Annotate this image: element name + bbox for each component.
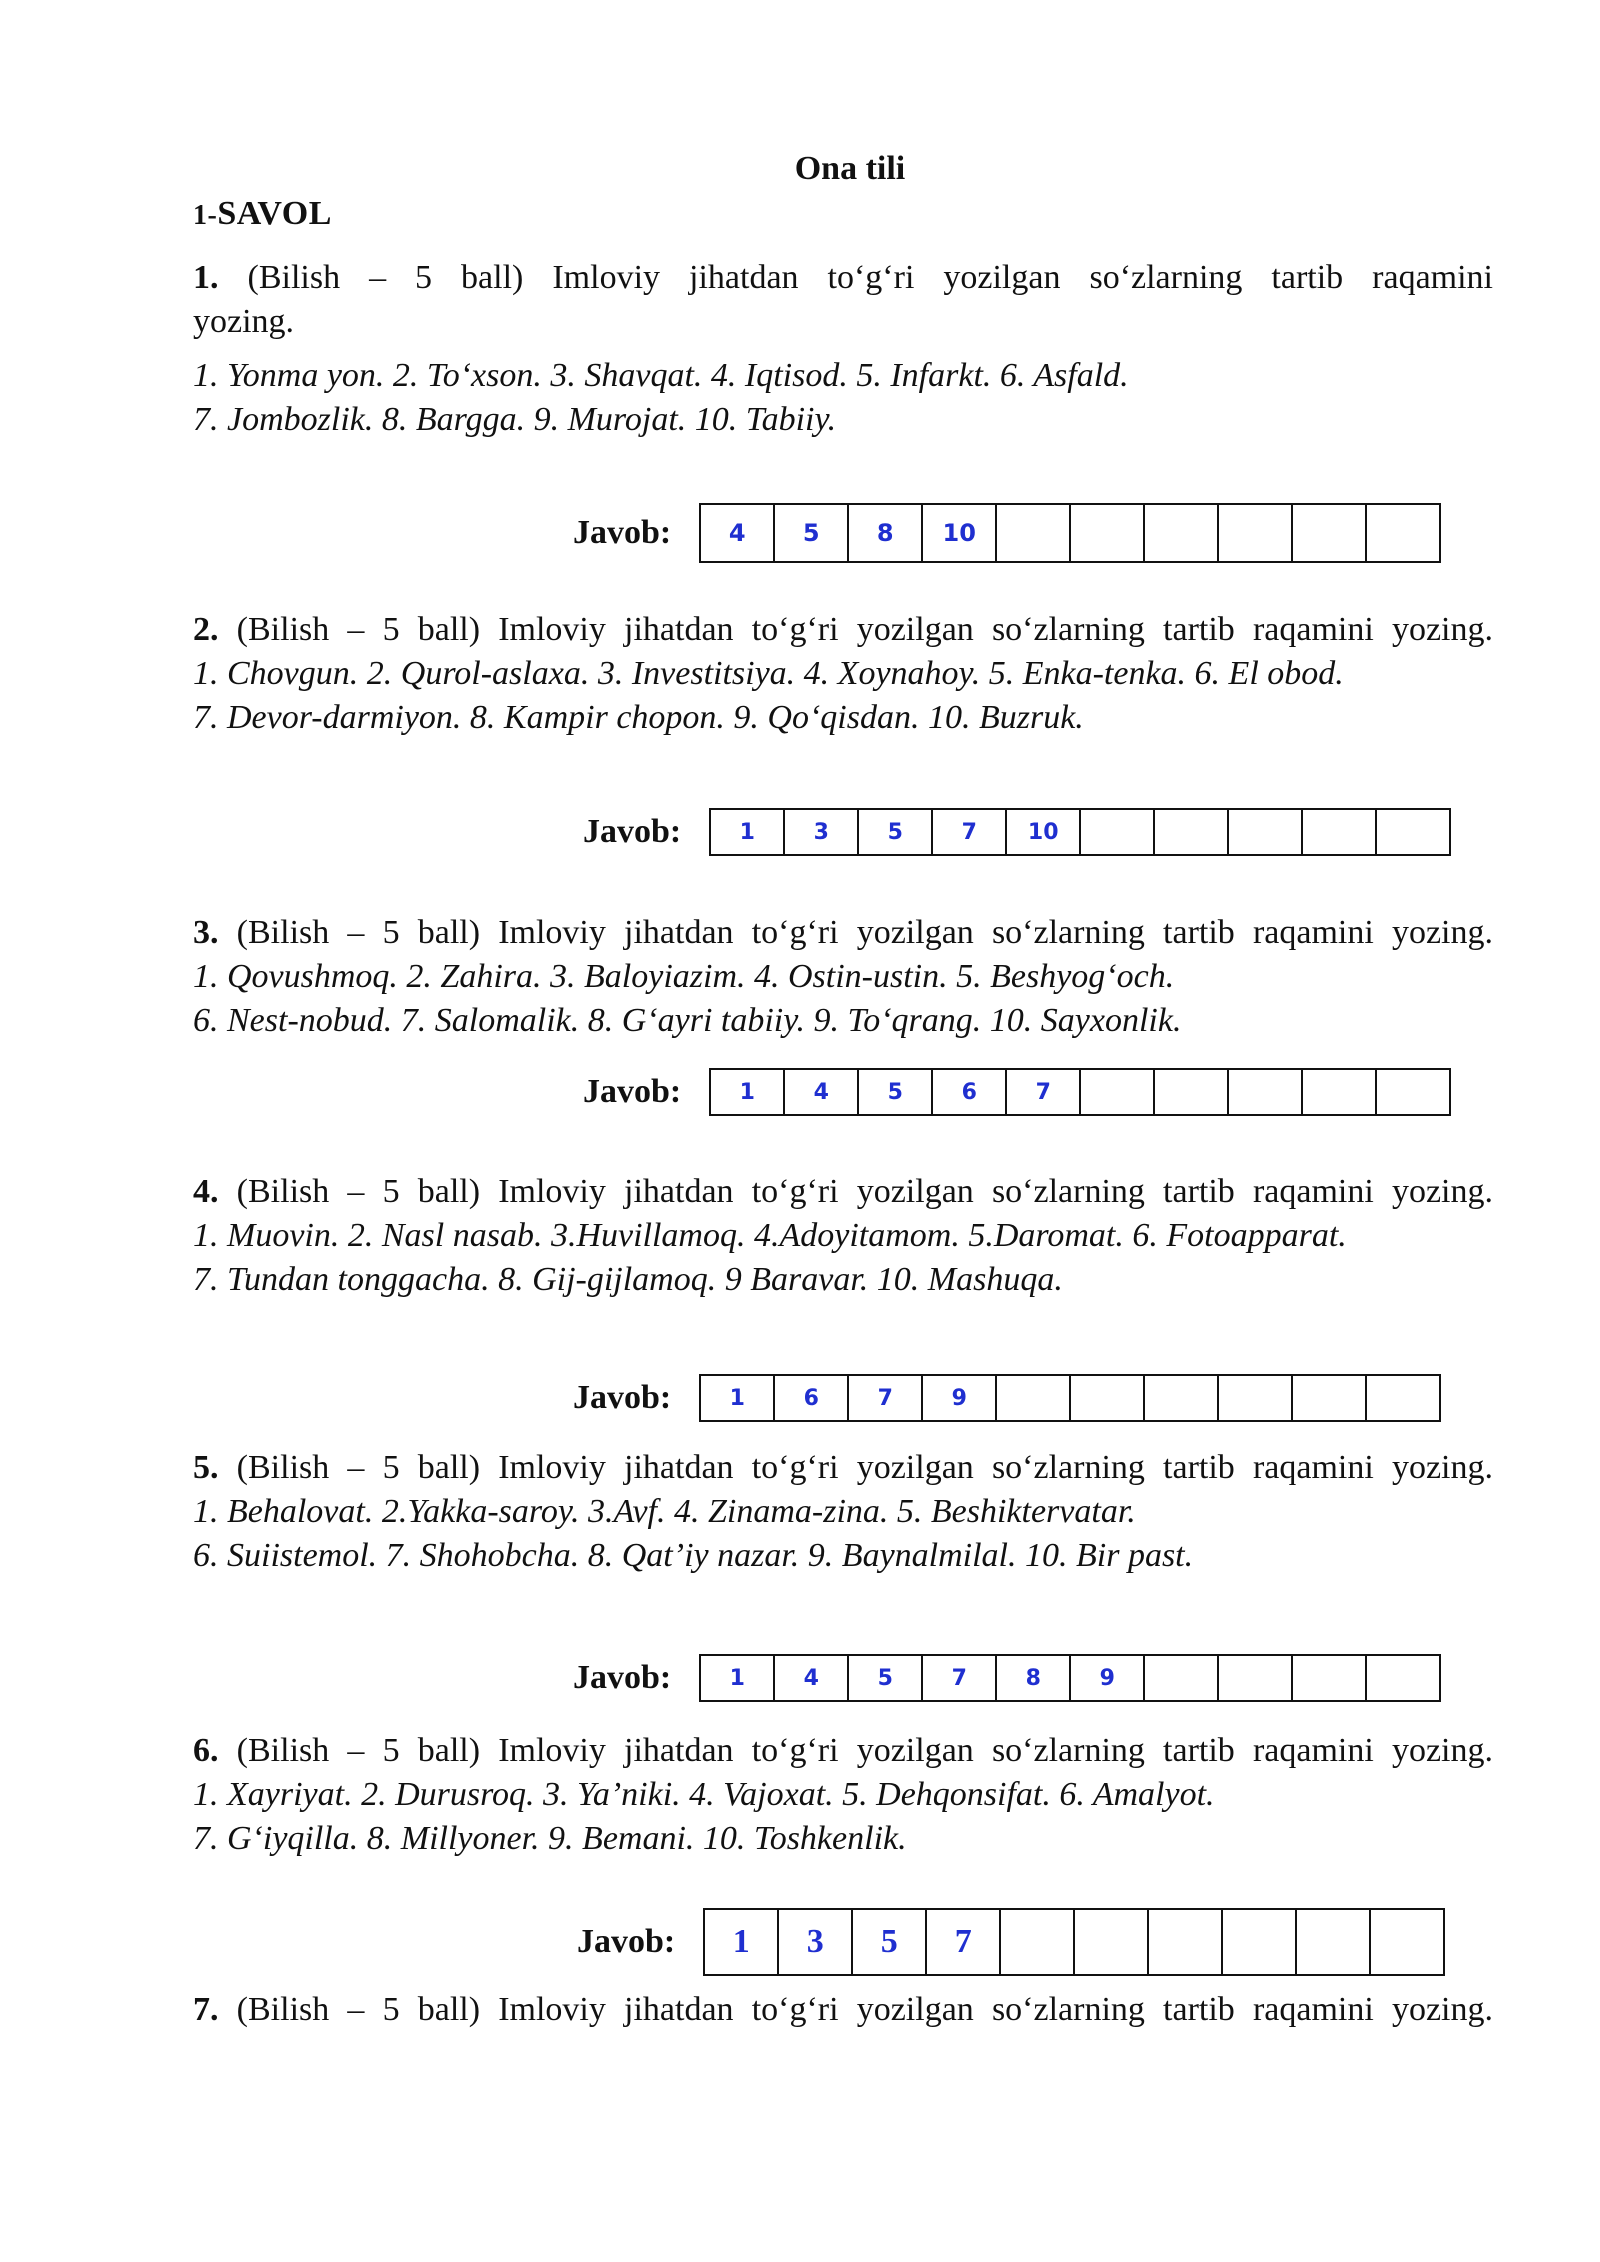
answer-box[interactable]: 7: [933, 810, 1007, 854]
answer-box[interactable]: [1367, 1376, 1439, 1420]
answer-box[interactable]: 5: [775, 505, 849, 561]
question-number: 1.: [193, 259, 219, 296]
answer-box[interactable]: [1155, 1070, 1229, 1114]
answer-box[interactable]: 7: [927, 1910, 1001, 1974]
answer-box[interactable]: 9: [1071, 1656, 1145, 1700]
answer-row-2: [583, 808, 1451, 856]
question-stem-continued: yozing.: [193, 303, 295, 340]
answer-row-4: [573, 1374, 1441, 1422]
question-5: [193, 1446, 1493, 1578]
answer-boxes: [699, 503, 1441, 563]
answer-box[interactable]: [1223, 1910, 1297, 1974]
question-number: 5.: [193, 1449, 219, 1486]
answer-box[interactable]: [1297, 1910, 1371, 1974]
answer-box[interactable]: [1155, 810, 1229, 854]
answer-box[interactable]: 10: [1007, 810, 1081, 854]
word-list: [193, 354, 1493, 442]
answer-box[interactable]: [1293, 1656, 1367, 1700]
answer-box[interactable]: [1229, 810, 1303, 854]
answer-box[interactable]: [1145, 1656, 1219, 1700]
question-number: 4.: [193, 1173, 219, 1210]
answer-box[interactable]: [1081, 810, 1155, 854]
question-stem: [193, 1170, 1493, 1214]
answer-box[interactable]: [1377, 1070, 1449, 1114]
answer-box[interactable]: 8: [849, 505, 923, 561]
answer-box[interactable]: [1303, 810, 1377, 854]
answer-box[interactable]: 4: [775, 1656, 849, 1700]
question-stem: [193, 256, 1493, 300]
answer-box[interactable]: [1219, 505, 1293, 561]
answer-box[interactable]: [1367, 1656, 1439, 1700]
answer-box[interactable]: [1367, 505, 1439, 561]
question-1: [193, 256, 1493, 442]
answer-box[interactable]: [1377, 810, 1449, 854]
answer-row-3: [583, 1068, 1451, 1116]
question-number: 2.: [193, 611, 219, 648]
answer-label: Javob:: [577, 1923, 676, 1960]
answer-box[interactable]: 5: [853, 1910, 927, 1974]
answer-box[interactable]: [1075, 1910, 1149, 1974]
word-list: [193, 1773, 1493, 1861]
answer-box[interactable]: [1071, 505, 1145, 561]
word-list-line: 1. Yonma yon. 2. To‘xson. 3. Shavqat. 4. Iqtisod. 5. Infarkt. 6. Asfald.: [193, 357, 1129, 394]
answer-row-5: [573, 1654, 1441, 1702]
answer-boxes: [703, 1908, 1445, 1976]
question-stem: [193, 1446, 1493, 1490]
word-list-line: 6. Suiistemol. 7. Shohobcha. 8. Qat’iy nazar. 9. Baynalmilal. 10. Bir past.: [193, 1537, 1194, 1574]
answer-box[interactable]: 1: [711, 1070, 785, 1114]
answer-box[interactable]: 1: [711, 810, 785, 854]
answer-box[interactable]: 6: [933, 1070, 1007, 1114]
question-stem: [193, 1729, 1493, 1773]
answer-box[interactable]: 5: [859, 810, 933, 854]
answer-label: Javob:: [573, 514, 672, 551]
answer-boxes: [709, 1068, 1451, 1116]
answer-box[interactable]: [1219, 1376, 1293, 1420]
answer-box[interactable]: [1303, 1070, 1377, 1114]
answer-row-6: [577, 1908, 1445, 1976]
answer-boxes: [699, 1374, 1441, 1422]
answer-boxes: [699, 1654, 1441, 1702]
answer-box[interactable]: [1293, 1376, 1367, 1420]
word-list-line: 7. G‘iyqilla. 8. Millyoner. 9. Bemani. 10. Toshkenlik.: [193, 1820, 907, 1857]
question-number: 6.: [193, 1732, 219, 1769]
answer-box[interactable]: [1145, 505, 1219, 561]
answer-box[interactable]: 3: [785, 810, 859, 854]
answer-box[interactable]: 4: [701, 505, 775, 561]
question-4: [193, 1170, 1493, 1302]
answer-box[interactable]: 6: [775, 1376, 849, 1420]
answer-label: Javob:: [573, 1379, 672, 1416]
word-list-line: 7. Jombozlik. 8. Bargga. 9. Murojat. 10. Tabiiy.: [193, 401, 837, 438]
answer-box[interactable]: [1293, 505, 1367, 561]
answer-box[interactable]: 8: [997, 1656, 1071, 1700]
answer-label: Javob:: [583, 813, 682, 850]
word-list: [193, 1490, 1493, 1578]
word-list: [193, 955, 1493, 1043]
answer-box[interactable]: [997, 505, 1071, 561]
question-2: [193, 608, 1493, 740]
word-list-line: 7. Tundan tonggacha. 8. Gij-gijlamoq. 9 Baravar. 10. Mashuqa.: [193, 1261, 1063, 1298]
word-list-line: 1. Chovgun. 2. Qurol-aslaxa. 3. Investitsiya. 4. Xoynahoy. 5. Enka-tenka. 6. El obod.: [193, 655, 1344, 692]
answer-label: Javob:: [573, 1659, 672, 1696]
answer-box[interactable]: 7: [849, 1376, 923, 1420]
question-stem: [193, 1988, 1493, 2032]
answer-row-1: [573, 503, 1441, 563]
answer-box[interactable]: [1071, 1376, 1145, 1420]
answer-box[interactable]: [1219, 1656, 1293, 1700]
answer-box[interactable]: 3: [779, 1910, 853, 1974]
section-number: 1-: [193, 200, 218, 231]
answer-box[interactable]: [1145, 1376, 1219, 1420]
answer-box[interactable]: [1001, 1910, 1075, 1974]
section-label: SAVOL: [217, 195, 332, 232]
answer-box[interactable]: 10: [923, 505, 997, 561]
question-3: [193, 911, 1493, 1043]
word-list-line: 1. Behalovat. 2.Yakka-saroy. 3.Avf. 4. Zinama-zina. 5. Beshiktervatar.: [193, 1493, 1136, 1530]
question-text: (Bilish – 5 ball) Imloviy jihatdan to‘g‘ri yozilgan so‘zlarning tartib raqamini yozing.: [236, 1991, 1494, 2028]
page-title: Ona tili: [794, 150, 906, 187]
question-text: (Bilish – 5 ball) Imloviy jihatdan to‘g‘ri yozilgan so‘zlarning tartib raqamini yozing.: [236, 611, 1494, 648]
answer-box[interactable]: [997, 1376, 1071, 1420]
answer-box[interactable]: 4: [785, 1070, 859, 1114]
answer-box[interactable]: 5: [859, 1070, 933, 1114]
answer-box[interactable]: [1371, 1910, 1443, 1974]
question-number: 7.: [193, 1991, 219, 2028]
answer-box[interactable]: [1149, 1910, 1223, 1974]
question-number: 3.: [193, 914, 219, 951]
question-text: (Bilish – 5 ball) Imloviy jihatdan to‘g‘ri yozilgan so‘zlarning tartib raqamini: [247, 259, 1493, 296]
question-text: (Bilish – 5 ball) Imloviy jihatdan to‘g‘ri yozilgan so‘zlarning tartib raqamini yozing.: [236, 1732, 1494, 1769]
word-list-line: 1. Muovin. 2. Nasl nasab. 3.Huvillamoq. 4.Adoyitamom. 5.Daromat. 6. Fotoapparat.: [193, 1217, 1347, 1254]
answer-box[interactable]: 7: [923, 1656, 997, 1700]
word-list: [193, 652, 1493, 740]
question-text: (Bilish – 5 ball) Imloviy jihatdan to‘g‘ri yozilgan so‘zlarning tartib raqamini yozing.: [236, 914, 1494, 951]
answer-box[interactable]: 1: [701, 1376, 775, 1420]
answer-box[interactable]: [1081, 1070, 1155, 1114]
word-list-line: 1. Qovushmoq. 2. Zahira. 3. Baloyiazim. 4. Ostin-ustin. 5. Beshyog‘och.: [193, 958, 1175, 995]
answer-box[interactable]: [1229, 1070, 1303, 1114]
word-list-line: 7. Devor-darmiyon. 8. Kampir chopon. 9. Qo‘qisdan. 10. Buzruk.: [193, 699, 1084, 736]
section-title: [193, 195, 332, 233]
question-6: [193, 1729, 1493, 1861]
question-stem: [193, 608, 1493, 652]
answer-box[interactable]: 1: [701, 1656, 775, 1700]
answer-boxes: [709, 808, 1451, 856]
question-text: (Bilish – 5 ball) Imloviy jihatdan to‘g‘ri yozilgan so‘zlarning tartib raqamini yozing.: [236, 1173, 1494, 1210]
word-list: [193, 1214, 1493, 1302]
question-7: [193, 1988, 1493, 2032]
word-list-line: 6. Nest-nobud. 7. Salomalik. 8. G‘ayri tabiiy. 9. To‘qrang. 10. Sayxonlik.: [193, 1002, 1182, 1039]
answer-box[interactable]: 9: [923, 1376, 997, 1420]
answer-box[interactable]: 1: [705, 1910, 779, 1974]
answer-label: Javob:: [583, 1073, 682, 1110]
answer-box[interactable]: 7: [1007, 1070, 1081, 1114]
question-stem: [193, 911, 1493, 955]
answer-box[interactable]: 5: [849, 1656, 923, 1700]
word-list-line: 1. Xayriyat. 2. Durusroq. 3. Ya’niki. 4. Vajoxat. 5. Dehqonsifat. 6. Amalyot.: [193, 1776, 1215, 1813]
question-text: (Bilish – 5 ball) Imloviy jihatdan to‘g‘ri yozilgan so‘zlarning tartib raqamini yozing.: [236, 1449, 1494, 1486]
